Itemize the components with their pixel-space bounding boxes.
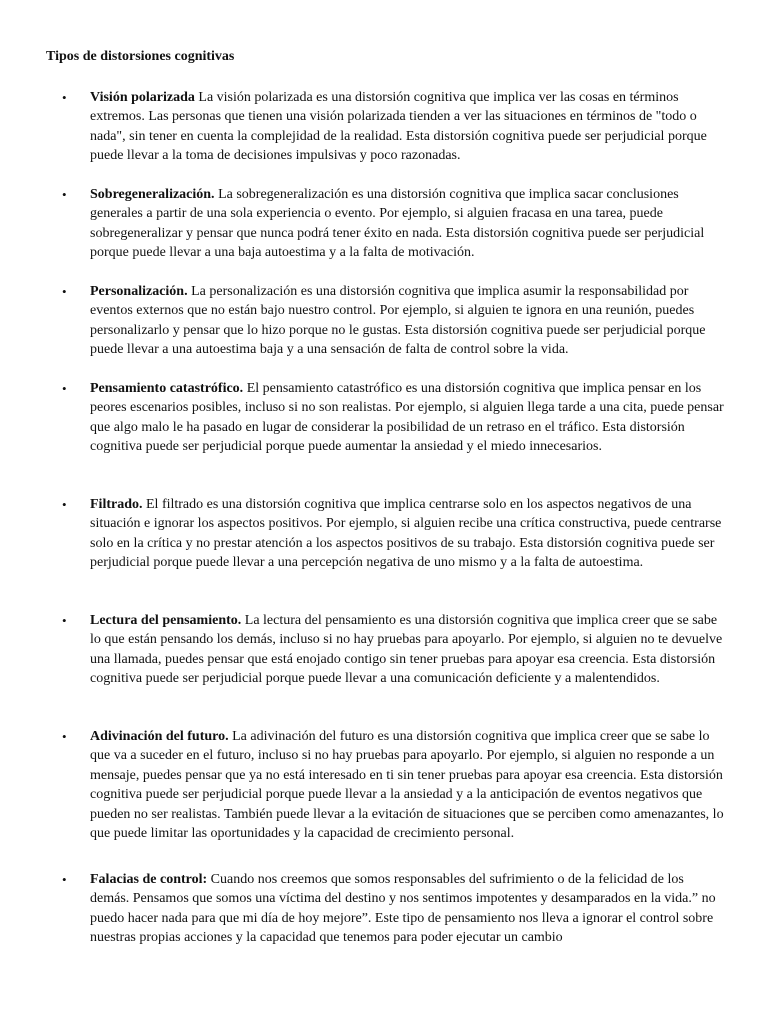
item-term: Filtrado. [90,497,143,512]
bullet-icon: • [62,497,67,512]
item-paragraph [90,611,724,689]
bullet-icon: • [62,187,67,202]
item-paragraph [90,185,724,263]
bullet-icon: • [62,381,67,396]
item-term: Personalización. [90,284,188,299]
item-description: El filtrado es una distorsión cognitiva que implica centrarse solo en los aspectos negativos de una situación e ignorar los aspectos positivos. Por ejemplo, si alguien recibe una crítica constructiva, puede centrarse solo en la crítica y no prestar atención a los aspectos positivos de su trabajo. Esta distorsión cognitiva puede ser perjudicial porque puede llevar a una percepción negativa de uno mismo y a la falta de autoestima. [90,497,722,571]
item-paragraph [90,495,724,573]
item-paragraph [90,870,724,948]
item-description: La sobregeneralización es una distorsión cognitiva que implica sacar conclusiones generales a partir de una sola experiencia o evento. Por ejemplo, si alguien fracasa en una tarea, puede sobregeneralizar y pensar que nunca podrá tener éxito en nada. Esta distorsión cognitiva puede ser perjudicial porque puede llevar a una baja autoestima y a la falta de motivación. [90,187,705,261]
item-term: Pensamiento catastrófico. [90,381,244,396]
item-paragraph [90,88,724,166]
bullet-icon: • [62,613,67,628]
bullet-icon: • [62,872,67,887]
document-title: Tipos de distorsiones cognitivas [46,49,235,64]
item-description: La adivinación del futuro es una distorsión cognitiva que implica creer que se sabe lo que va a suceder en el futuro, incluso si no hay pruebas para apoyarlo. Por ejemplo, si alguien no responde a un mensaje, puedes pensar que ya no está interesado en ti sin tener pruebas para apoyar esa creencia. Esta distorsión cognitiva puede ser perjudicial porque puede llevar a la ansiedad y a la anticipación de eventos negativos que pueden no ser realistas. También puede llevar a la evitación de situaciones que se perciben como amenazantes, lo que puede limitar las oportunidades y la capacidad de crecimiento personal. [90,729,724,842]
item-term: Falacias de control: [90,872,208,887]
bullet-icon: • [62,284,67,299]
item-term: Sobregeneralización. [90,187,215,202]
item-term: Adivinación del futuro. [90,729,229,744]
item-description: La visión polarizada es una distorsión cognitiva que implica ver las cosas en términos extremos. Las personas que tienen una visión polarizada tienden a ver las situaciones en términos de "todo o nada", sin tener en cuenta la complejidad de la realidad. Esta distorsión cognitiva puede ser perjudicial porque puede llevar a la toma de decisiones impulsivas y poco razonadas. [90,90,707,164]
item-term: Lectura del pensamiento. [90,613,242,628]
item-description: Cuando nos creemos que somos responsables del sufrimiento o de la felicidad de los demás. Pensamos que somos una víctima del destino y nos sentimos impotentes y desamparados en la vida.” no puedo hacer nada para que mi día de hoy mejore”. Este tipo de pensamiento nos lleva a ignorar el control sobre nuestras propias acciones y la capacidad que tenemos para poder ejecutar un cambio [90,872,716,946]
item-paragraph [90,379,724,457]
item-description: El pensamiento catastrófico es una distorsión cognitiva que implica pensar en los peores escenarios posibles, incluso si no son realistas. Por ejemplo, si alguien llega tarde a una cita, puede pensar que algo malo le ha pasado en lugar de considerar la posibilidad de un retraso en el tráfico. Esta distorsión cognitiva puede ser perjudicial porque puede aumentar la ansiedad y el miedo innecesarios. [90,381,724,455]
bullet-icon: • [62,729,67,744]
item-term: Visión polarizada [90,90,195,105]
item-paragraph [90,282,724,360]
item-description: La lectura del pensamiento es una distorsión cognitiva que implica creer que se sabe lo que están pensando los demás, incluso si no hay pruebas para apoyarlo. Por ejemplo, si alguien no te devuelve una llamada, puedes pensar que está enojado contigo sin tener pruebas para apoyar esa creencia. Esta distorsión cognitiva puede ser perjudicial porque puede llevar a una comunicación deficiente y a malentendidos. [90,613,723,687]
bullet-icon: • [62,90,67,105]
item-description: La personalización es una distorsión cognitiva que implica asumir la responsabilidad por eventos externos que no están bajo nuestro control. Por ejemplo, si alguien te ignora en una reunión, puedes personalizarlo y pensar que lo hizo porque no le gustas. Esta distorsión cognitiva puede ser perjudicial porque puede llevar a una autoestima baja y a una sensación de falta de control sobre la vida. [90,284,706,358]
item-paragraph [90,727,724,843]
